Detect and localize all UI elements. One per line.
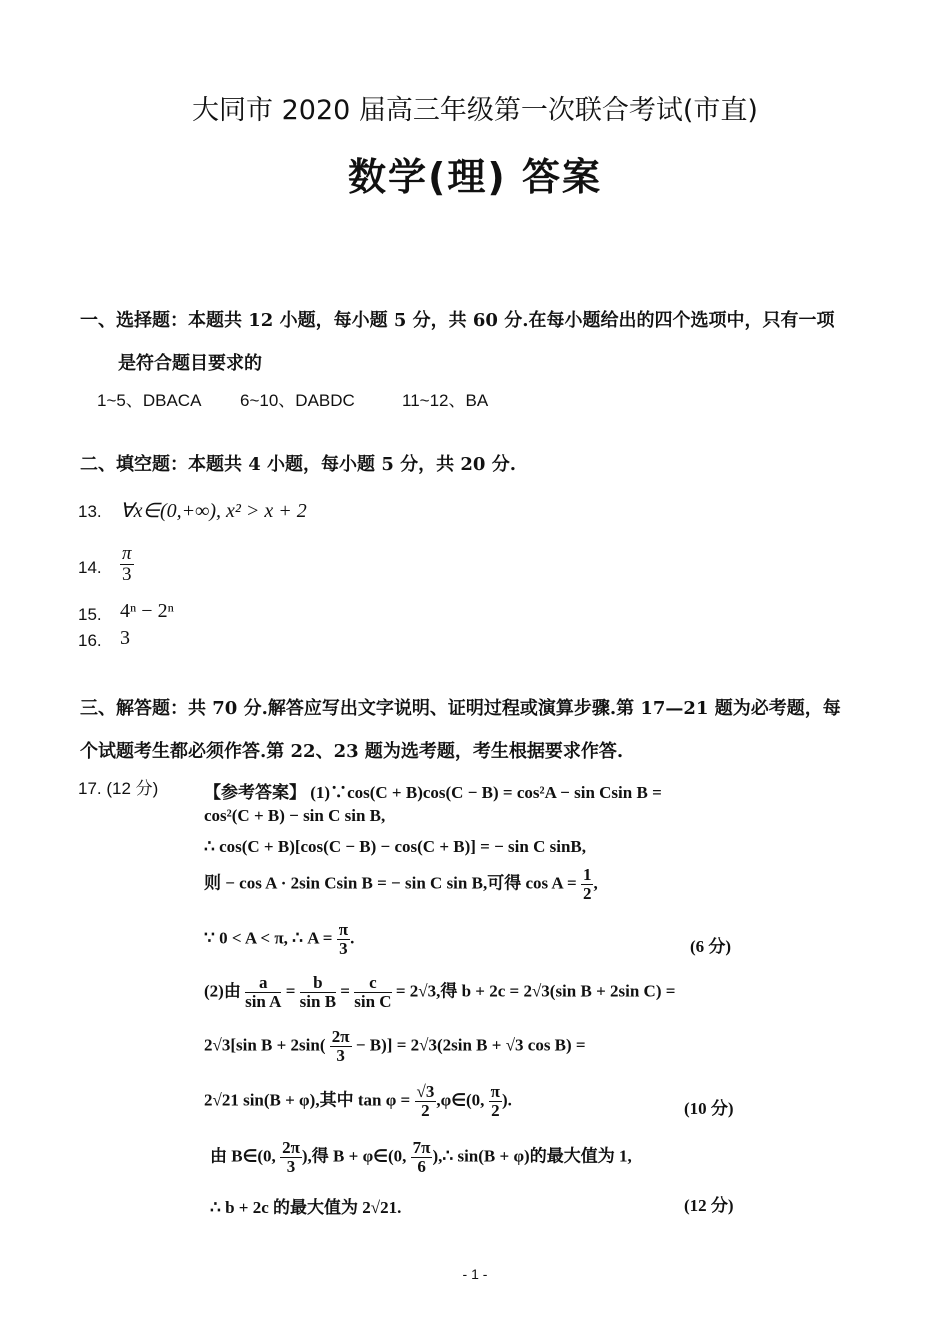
q17-line8-f2-den: 2 [491,1100,500,1120]
q17-line5-den: 3 [339,938,348,958]
fill-item-14-denominator: 3 [122,563,132,585]
q17-line8-f1-den: 2 [421,1100,430,1120]
q17-line8-mid: ,φ∈(0, [436,1090,485,1110]
fill-item-15-answer: 4ⁿ − 2ⁿ [120,600,174,622]
q17-line6-f2-num: b [300,974,336,993]
q17-solution-line10: ∴ b + 2c 的最大值为 2√21. [210,1198,402,1217]
q17-label: 17. (12 分) [78,779,159,798]
q17-line4-den: 2 [582,883,592,903]
q17-line6-f3-den: sin C [354,991,392,1011]
fill-item-14-num: 14. [78,558,102,577]
q17-solution-line4 [204,866,598,903]
q17-line4-num: 1 [582,865,592,884]
q17-solution-line2: cos²(C + B) − sin C sin B, [204,806,386,825]
section3-heading: 三、解答题：共 70 分.解答应写出文字说明、证明过程或演算步骤.第 17—21 题为必考题，每 [80,698,841,719]
q17-solution-line6: (2)由 $\frac{a}{\text{sin A}}$ = $\frac{b}{\text{sin B}}$ = $\frac{c}{\text{sin C}}$ = 2√3,得 b + 2c = 2√3(sin B + 2sin C) = [204,973,676,1011]
q17-line9-f1-num: 2π [282,1138,300,1157]
q17-line8-f2-num: π [490,1082,500,1101]
q17-line4-text: 则 − cos A · 2sin Csin B = − sin C sin B,可得 cos A = [204,873,577,893]
q17-line6-rest: = 2√3,得 b + 2c = 2√3(sin B + 2sin C) = [395,981,676,1001]
choice-answers-2: 6~10、DABDC [240,391,355,410]
q17-line8-end: ). [502,1090,512,1110]
q17-solution-line5 [204,921,354,958]
q17-score-10: (10 分) [684,1099,734,1118]
section1-heading: 一、选择题：本题共 12 小题，每小题 5 分，共 60 分.在每小题给出的四个选项中，只有一项 [80,310,835,331]
q17-line5-num: π [338,920,349,939]
q17-line9-mid: ),得 B + φ∈(0, [301,1146,407,1166]
q17-line5-text: ∵ 0 < A < π, ∴ A = [204,928,333,948]
q17-solution-line3: ∴ cos(C + B)[cos(C − B) − cos(C + B)] = − sin C sinB, [204,837,587,856]
q17-line7-den: 3 [336,1045,345,1065]
choice-answers-3: 11~12、BA [402,391,489,410]
q17-line4-end: , [593,873,598,893]
q17-line6-f3-num: c [354,974,391,993]
q17-line7-num: 2π [331,1027,350,1046]
q17-score-6: (6 分) [690,937,732,956]
q17-line7-prefix: 2√3[sin B + 2sin( [204,1035,326,1055]
q17-answer-tag: 【参考答案】 [204,783,306,802]
q17-line9-f2-den: 6 [417,1156,426,1176]
q17-line7-rest: − B)] = 2√3(2sin B + √3 cos B) = [355,1035,586,1055]
page-title: 大同市 2020 届高三年级第一次联合考试(市直) [192,95,758,126]
q17-line9-f2-num: 7π [412,1138,431,1157]
q17-line5-end: . [350,928,355,948]
fill-item-14-answer [120,544,134,585]
section3-heading-cont: 个试题考生都必须作答.第 22、23 题为选考题，考生根据要求作答. [80,741,624,762]
q17-line1-text: (1)∵cos(C + B)cos(C − B) = cos²A − sin Csin B = [310,783,662,802]
choice-answers-1: 1~5、DBACA [97,391,202,410]
fill-item-14-numerator: π [122,543,132,564]
fill-item-16-num: 16. [78,631,102,650]
q17-line8-f1-num: √3 [416,1082,435,1101]
q17-solution-line7 [204,1028,586,1065]
q17-line6-prefix: (2)由 [204,981,241,1001]
page-subtitle: 数学(理) 答案 [348,155,602,199]
fill-item-15-num: 15. [78,605,102,624]
fill-item-13-num: 13. [78,502,102,521]
q17-score-12: (12 分) [684,1196,734,1215]
q17-solution-line8 [204,1083,512,1120]
section2-heading: 二、填空题：本题共 4 小题，每小题 5 分，共 20 分. [80,454,516,475]
q17-line6-f2-den: sin B [299,991,337,1011]
q17-line9-prefix: 由 B∈(0, [210,1146,276,1166]
q17-line9-f1-den: 3 [286,1156,296,1176]
q17-line9-end: ),∴ sin(B + φ)的最大值为 1, [432,1146,632,1166]
q17-line8-prefix: 2√21 sin(B + φ),其中 tan φ = [204,1090,411,1110]
q17-line6-f1-den: sin A [245,991,282,1011]
q17-solution-line1 [204,778,662,803]
q17-solution-line9 [210,1139,632,1176]
section1-heading-cont: 是符合题目要求的 [118,353,262,374]
q17-line6-f1-num: a [245,974,281,993]
fill-item-13-answer: ∀x∈(0,+∞), x² > x + 2 [120,500,307,522]
fill-item-16-answer: 3 [120,627,130,649]
page-number: - 1 - [462,1266,488,1282]
